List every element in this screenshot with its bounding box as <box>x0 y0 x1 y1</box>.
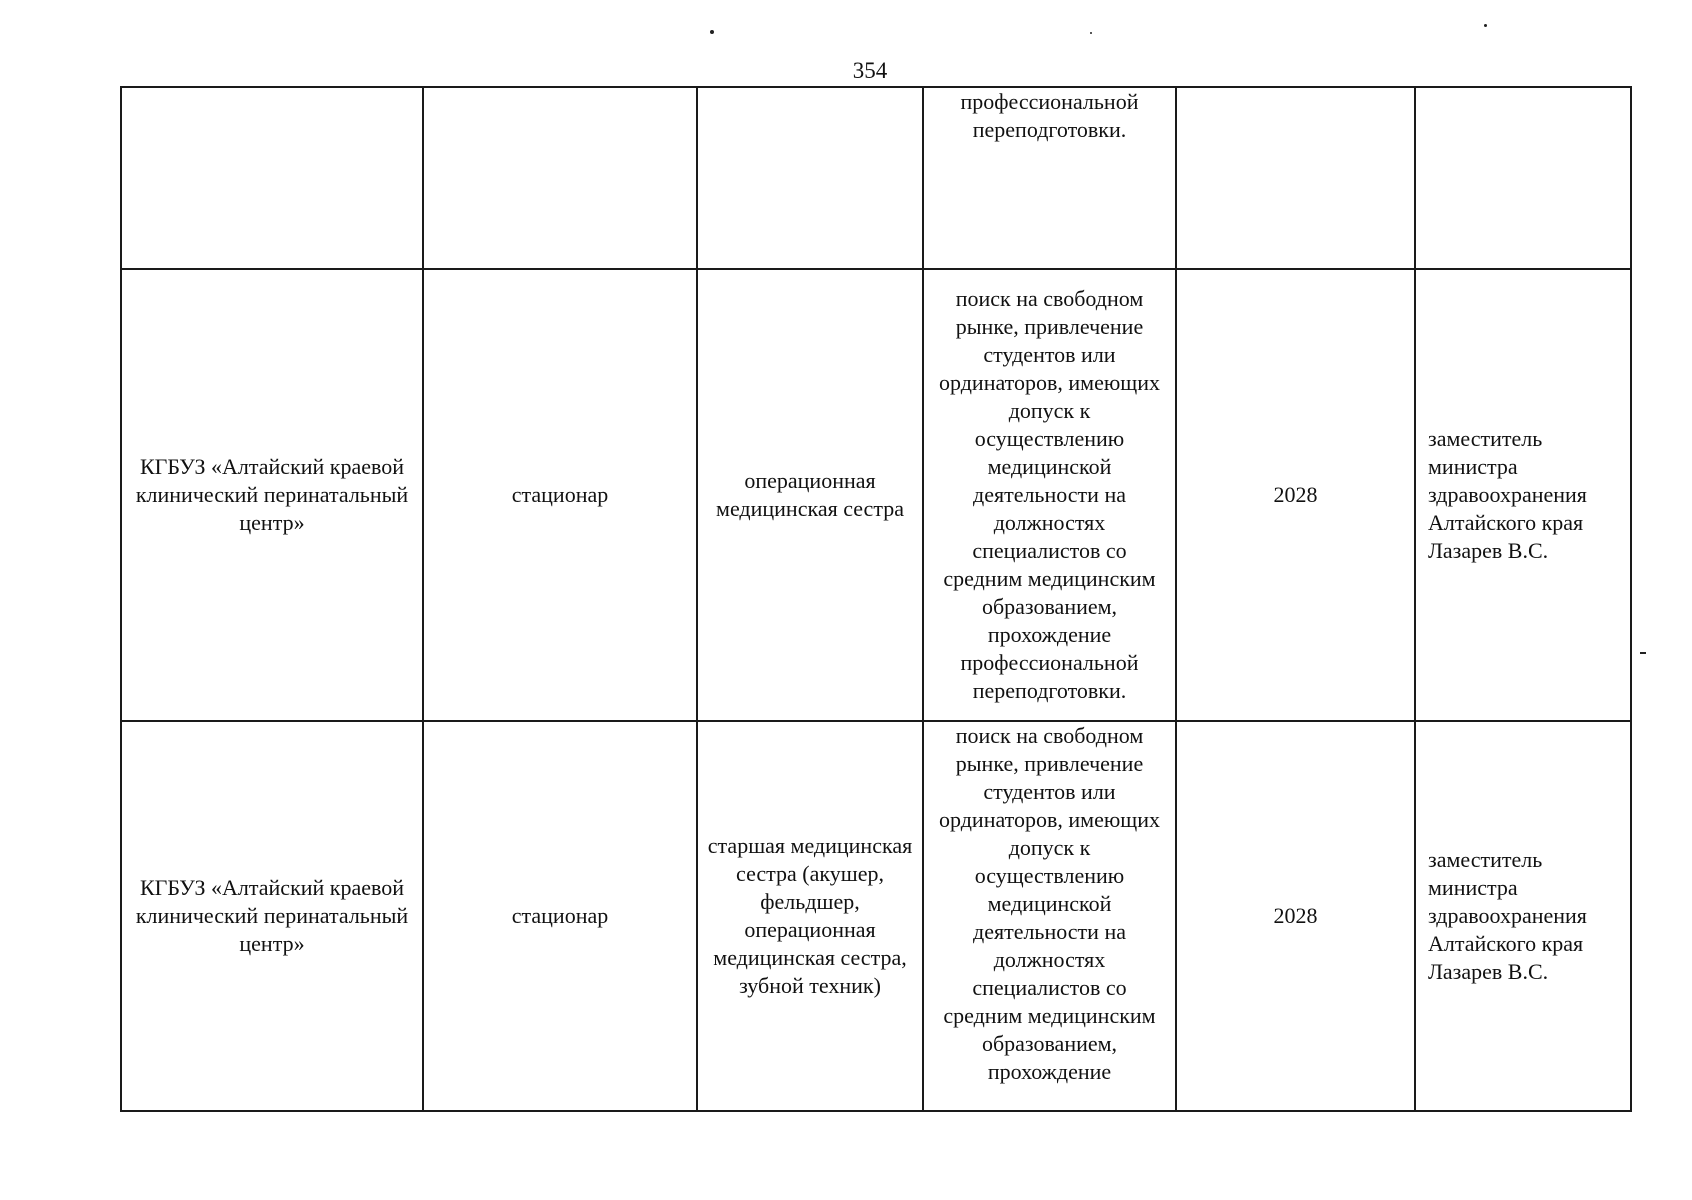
year-cell <box>1176 269 1415 721</box>
position-text: старшая медицинская сестра (акушер, фельдшер, операционная медицинская сестра, зубной техник) <box>707 833 913 998</box>
measures-cell <box>923 269 1176 721</box>
responsible-cell <box>1415 269 1631 721</box>
responsible-cell <box>1415 87 1631 269</box>
responsible-cell <box>1415 721 1631 1111</box>
organization-cell <box>121 87 423 269</box>
table-row <box>121 269 1631 721</box>
year-text: 2028 <box>1273 903 1318 928</box>
unit-cell <box>423 721 697 1111</box>
measures-text: поиск на свободном рынке, привлечение студентов или ординаторов, имеющих допуск к осуществлению медицинской деятельности на должностях специалистов со средним медицинским образованием, прохождение профессиональной переподготовки. <box>939 286 1160 703</box>
organization-text: КГБУЗ «Алтайский краевой клинический перинатальный центр» <box>135 875 409 956</box>
responsible-text: заместитель министра здравоохранения Алтайского края Лазарев В.С. <box>1428 847 1587 984</box>
table-row <box>121 87 1631 269</box>
organization-cell <box>121 269 423 721</box>
organization-cell <box>121 721 423 1111</box>
measures-text: профессиональной переподготовки. <box>960 89 1139 142</box>
year-cell <box>1176 721 1415 1111</box>
position-cell <box>697 87 923 269</box>
position-text: операционная медицинская сестра <box>716 468 904 521</box>
scan-speck <box>1640 652 1646 654</box>
unit-cell <box>423 269 697 721</box>
year-cell <box>1176 87 1415 269</box>
responsible-text: заместитель министра здравоохранения Алтайского края Лазарев В.С. <box>1428 426 1587 563</box>
year-text: 2028 <box>1273 482 1318 507</box>
position-cell <box>697 269 923 721</box>
scan-speck <box>710 30 714 34</box>
measures-cell <box>923 721 1176 1111</box>
organization-text: КГБУЗ «Алтайский краевой клинический перинатальный центр» <box>135 454 409 535</box>
measures-table <box>120 86 1632 1112</box>
page-number: 354 <box>852 58 888 83</box>
position-cell <box>697 721 923 1111</box>
unit-cell <box>423 87 697 269</box>
measures-cell <box>923 87 1176 269</box>
scan-speck <box>1090 32 1092 34</box>
unit-text: стационар <box>511 903 609 928</box>
unit-text: стационар <box>511 482 609 507</box>
measures-text: поиск на свободном рынке, привлечение студентов или ординаторов, имеющих допуск к осуществлению медицинской деятельности на должностях специалистов со средним медицинским образованием, прохождение <box>939 723 1160 1084</box>
table-row <box>121 721 1631 1111</box>
scan-speck <box>1484 24 1487 27</box>
